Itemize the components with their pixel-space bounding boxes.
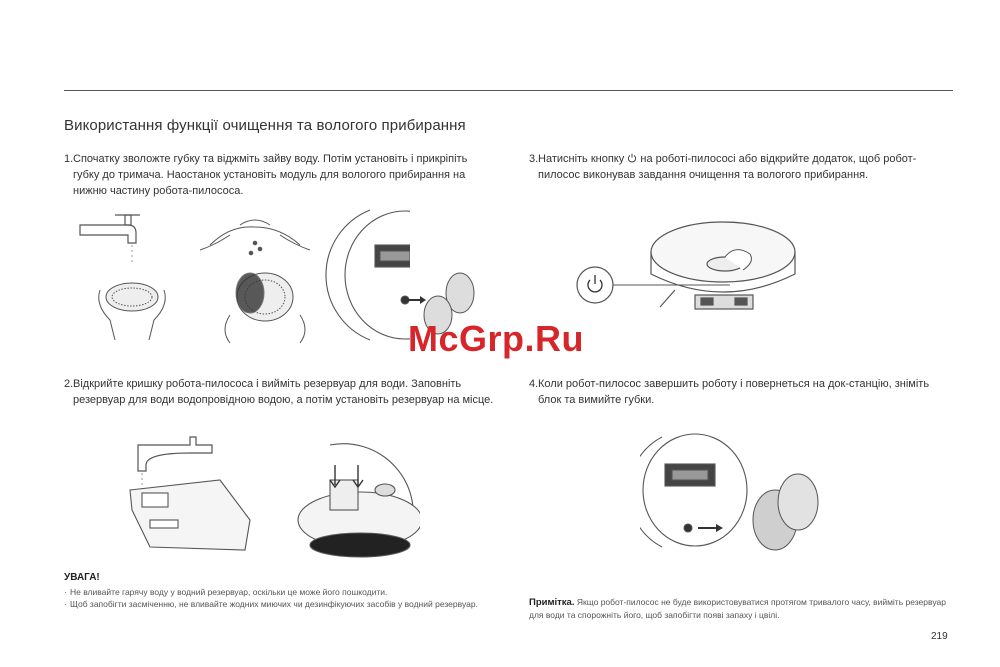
warning-item: · Щоб запобігти засміченню, не вливайте жодних миючих чи дезинфікуючих засобів у водний резервуар. (64, 598, 494, 610)
mop-pad-icon (753, 474, 818, 550)
robot-vacuum-icon (640, 434, 747, 547)
step-3-text-before: Натисніть кнопку (538, 153, 625, 165)
step-3 (529, 151, 949, 183)
note-label: Примітка. (529, 597, 575, 608)
step-2-illustration (120, 425, 420, 560)
header-rule (64, 90, 953, 91)
faucet-icon (80, 215, 140, 265)
note-text: Якщо робот-пилосос не буде використовуватися протягом тривалого часу, вийміть резервуар для води та спорожніть його, щоб запобігти появі запаху і цвілі. (529, 597, 946, 620)
step-4-number: 4. (529, 378, 539, 390)
robot-vacuum-icon (298, 444, 420, 557)
step-2 (64, 376, 494, 408)
step-2-number: 2. (64, 378, 74, 390)
power-icon (627, 153, 637, 163)
watermark-logo: McGrp.Ru (408, 318, 585, 359)
note (529, 596, 949, 621)
page-number: 219 (931, 631, 948, 642)
step-3-illustration (575, 212, 805, 317)
water-tank-icon (130, 480, 250, 550)
step-3-text-after: на роботі-пилососі або відкрийте додаток, щоб робот-пилосос виконував завдання очищення та вологого прибирання. (538, 153, 917, 181)
page-title: Використання функції очищення та вологого прибирання (64, 117, 466, 134)
warning-title: УВАГА! (64, 572, 100, 583)
robot-vacuum-icon (651, 222, 795, 309)
step-3-text (538, 151, 949, 183)
mop-pad-icon (99, 283, 166, 340)
warning-list (64, 586, 494, 610)
step-1 (64, 151, 494, 199)
step-3-number: 3. (529, 153, 539, 165)
step-1-number: 1. (64, 153, 74, 165)
step-4-illustration (640, 432, 820, 557)
step-1-illustration (70, 205, 410, 345)
step-1-text: Спочатку зволожте губку та віджміть зайву воду. Потім установіть і прикріпіть губку до тримача. Наостанок установіть модуль для вологого прибирання на нижню частину робота-пилососа. (73, 153, 468, 197)
warning-item: · Не вливайте гарячу воду у водний резервуар, оскільки це може його пошкодити. (64, 586, 494, 598)
step-4-text: Коли робот-пилосос завершить роботу і повернеться на док-станцію, зніміть блок та вимийте губки. (538, 378, 930, 406)
step-2-text: Відкрийте кришку робота-пилососа і вийміть резервуар для води. Заповніть резервуар для води водопровідною водою, а потім установіть резервуар на місце. (73, 378, 494, 406)
step-4 (529, 376, 949, 408)
